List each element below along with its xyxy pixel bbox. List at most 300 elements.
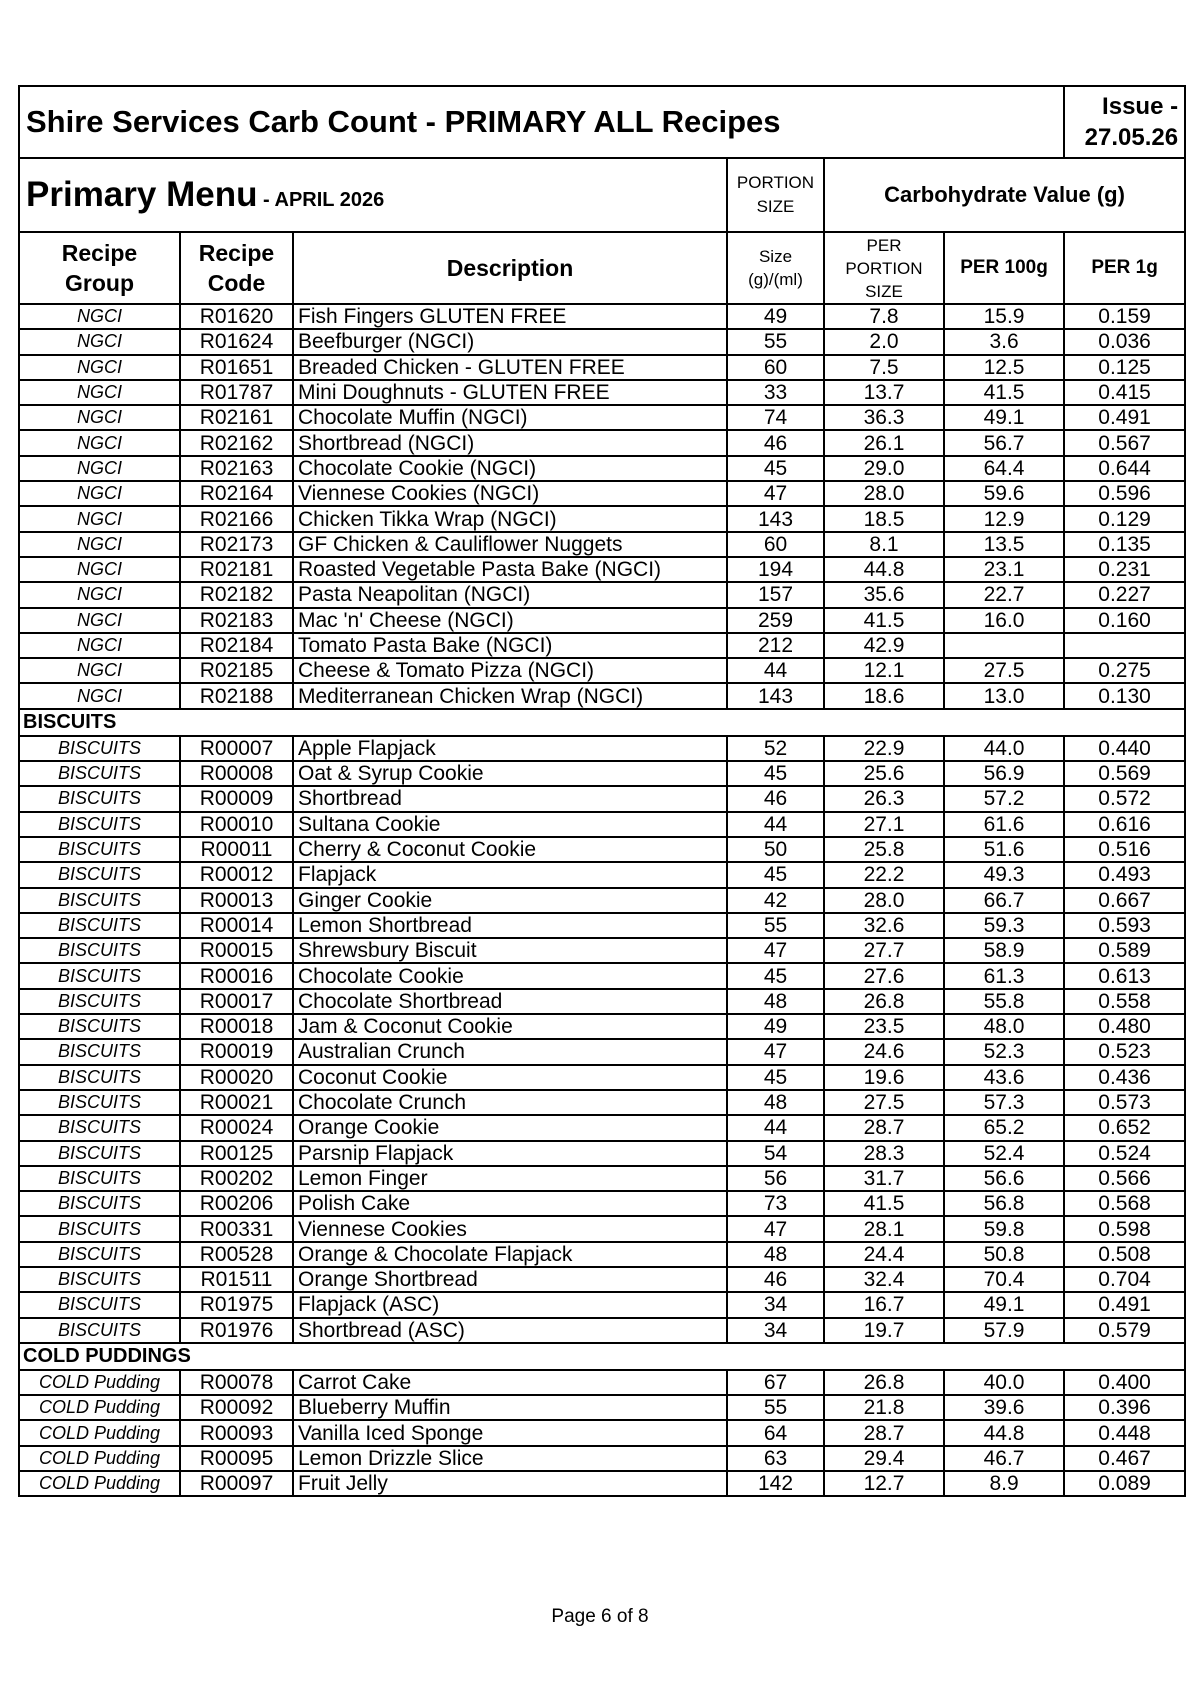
recipe-group-cell: BISCUITS [19, 1216, 180, 1241]
size-cell: 73 [727, 1191, 824, 1216]
per-100g-cell: 41.5 [944, 380, 1064, 405]
recipe-group-cell: BISCUITS [19, 989, 180, 1014]
table-row [19, 582, 1185, 607]
size-cell: 212 [727, 633, 824, 658]
recipe-code-cell: R01787 [180, 380, 293, 405]
col-recipe-code-line2: Code [207, 270, 266, 296]
recipe-group-cell: BISCUITS [19, 1166, 180, 1191]
per-100g-cell: 52.4 [944, 1141, 1064, 1166]
per-portion-cell: 12.7 [824, 1471, 944, 1496]
description-cell: Chicken Tikka Wrap (NGCI) [293, 506, 727, 531]
per-portion-cell: 27.7 [824, 938, 944, 963]
description-cell: Polish Cake [293, 1191, 727, 1216]
table-row [19, 1191, 1185, 1216]
per-1g-cell: 0.159 [1064, 304, 1185, 329]
per-portion-cell: 44.8 [824, 557, 944, 582]
per-100g-cell: 46.7 [944, 1446, 1064, 1471]
size-cell: 34 [727, 1318, 824, 1343]
description-cell: Ginger Cookie [293, 888, 727, 913]
recipe-code-cell: R00095 [180, 1446, 293, 1471]
table-row [19, 304, 1185, 329]
portion-size-heading [727, 158, 824, 232]
size-cell: 42 [727, 888, 824, 913]
per-100g-cell: 61.6 [944, 812, 1064, 837]
table-row [19, 405, 1185, 430]
per-1g-cell: 0.467 [1064, 1446, 1185, 1471]
recipe-group-cell: BISCUITS [19, 1039, 180, 1064]
per-1g-cell: 0.160 [1064, 608, 1185, 633]
description-cell: Roasted Vegetable Pasta Bake (NGCI) [293, 557, 727, 582]
title-row [19, 86, 1185, 158]
recipe-group-cell: BISCUITS [19, 1191, 180, 1216]
per-portion-cell: 31.7 [824, 1166, 944, 1191]
per-1g-cell: 0.396 [1064, 1395, 1185, 1420]
recipe-code-cell: R00012 [180, 862, 293, 887]
recipe-code-cell: R00206 [180, 1191, 293, 1216]
size-cell: 45 [727, 1065, 824, 1090]
per-1g-cell: 0.135 [1064, 532, 1185, 557]
per-1g-cell: 0.569 [1064, 761, 1185, 786]
recipe-group-cell: NGCI [19, 582, 180, 607]
per-100g-cell: 55.8 [944, 989, 1064, 1014]
recipe-group-cell: NGCI [19, 683, 180, 708]
per-portion-cell: 25.8 [824, 837, 944, 862]
recipe-code-cell: R02188 [180, 683, 293, 708]
table-row [19, 812, 1185, 837]
size-cell: 60 [727, 532, 824, 557]
description-cell: Lemon Drizzle Slice [293, 1446, 727, 1471]
size-cell: 56 [727, 1166, 824, 1191]
recipe-code-cell: R00078 [180, 1370, 293, 1395]
per-1g-cell: 0.491 [1064, 405, 1185, 430]
per-portion-cell: 28.0 [824, 481, 944, 506]
table-row [19, 888, 1185, 913]
description-cell: Australian Crunch [293, 1039, 727, 1064]
size-cell: 48 [727, 1242, 824, 1267]
per-1g-cell: 0.593 [1064, 913, 1185, 938]
per-100g-cell: 59.6 [944, 481, 1064, 506]
recipe-code-cell: R00528 [180, 1242, 293, 1267]
size-cell: 44 [727, 812, 824, 837]
per-1g-cell: 0.231 [1064, 557, 1185, 582]
description-cell: Chocolate Crunch [293, 1090, 727, 1115]
per-1g-cell: 0.704 [1064, 1267, 1185, 1292]
size-cell: 194 [727, 557, 824, 582]
col-recipe-group [19, 232, 180, 304]
recipe-code-cell: R01624 [180, 329, 293, 354]
per-100g-cell: 59.8 [944, 1216, 1064, 1241]
description-cell: Orange Shortbread [293, 1267, 727, 1292]
per-100g-cell: 15.9 [944, 304, 1064, 329]
recipe-group-cell: NGCI [19, 355, 180, 380]
size-cell: 47 [727, 1039, 824, 1064]
recipe-group-cell: BISCUITS [19, 1267, 180, 1292]
per-portion-cell: 26.3 [824, 786, 944, 811]
per-1g-cell [1064, 633, 1185, 658]
table-row [19, 456, 1185, 481]
per-portion-cell: 28.0 [824, 888, 944, 913]
per-portion-cell: 28.1 [824, 1216, 944, 1241]
description-cell: Chocolate Cookie (NGCI) [293, 456, 727, 481]
table-row [19, 1395, 1185, 1420]
recipe-group-cell: COLD Pudding [19, 1420, 180, 1445]
recipe-code-cell: R02182 [180, 582, 293, 607]
size-cell: 46 [727, 430, 824, 455]
per-100g-cell: 49.1 [944, 405, 1064, 430]
col-per-portion-line3: SIZE [865, 281, 903, 301]
description-cell: Shortbread (NGCI) [293, 430, 727, 455]
per-portion-cell: 32.4 [824, 1267, 944, 1292]
table-row [19, 837, 1185, 862]
recipe-group-cell: BISCUITS [19, 963, 180, 988]
size-cell: 60 [727, 355, 824, 380]
recipe-group-cell: NGCI [19, 658, 180, 683]
description-cell: Jam & Coconut Cookie [293, 1014, 727, 1039]
recipe-group-cell: BISCUITS [19, 1065, 180, 1090]
per-100g-cell: 59.3 [944, 913, 1064, 938]
per-portion-cell: 41.5 [824, 1191, 944, 1216]
recipe-code-cell: R02183 [180, 608, 293, 633]
per-1g-cell: 0.227 [1064, 582, 1185, 607]
recipe-code-cell: R01620 [180, 304, 293, 329]
description-cell: Chocolate Muffin (NGCI) [293, 405, 727, 430]
per-100g-cell: 40.0 [944, 1370, 1064, 1395]
table-row [19, 1141, 1185, 1166]
per-1g-cell: 0.616 [1064, 812, 1185, 837]
col-per-100g: PER 100g [944, 232, 1064, 304]
description-cell: Orange Cookie [293, 1115, 727, 1140]
per-portion-cell: 22.2 [824, 862, 944, 887]
table-row [19, 736, 1185, 761]
size-cell: 45 [727, 761, 824, 786]
description-cell: Tomato Pasta Bake (NGCI) [293, 633, 727, 658]
recipe-group-cell: COLD Pudding [19, 1395, 180, 1420]
table-row [19, 481, 1185, 506]
recipe-group-cell: BISCUITS [19, 913, 180, 938]
size-cell: 49 [727, 1014, 824, 1039]
table-row [19, 633, 1185, 658]
table-row [19, 862, 1185, 887]
per-100g-cell: 61.3 [944, 963, 1064, 988]
description-cell: Orange & Chocolate Flapjack [293, 1242, 727, 1267]
description-cell: Flapjack [293, 862, 727, 887]
recipe-code-cell: R00092 [180, 1395, 293, 1420]
size-cell: 44 [727, 658, 824, 683]
per-1g-cell: 0.572 [1064, 786, 1185, 811]
per-portion-cell: 19.6 [824, 1065, 944, 1090]
description-cell: Chocolate Shortbread [293, 989, 727, 1014]
size-cell: 48 [727, 1090, 824, 1115]
per-portion-cell: 18.6 [824, 683, 944, 708]
per-portion-cell: 36.3 [824, 405, 944, 430]
per-100g-cell: 52.3 [944, 1039, 1064, 1064]
per-1g-cell: 0.644 [1064, 456, 1185, 481]
description-cell: Parsnip Flapjack [293, 1141, 727, 1166]
description-cell: Coconut Cookie [293, 1065, 727, 1090]
per-portion-cell: 7.5 [824, 355, 944, 380]
per-portion-cell: 29.0 [824, 456, 944, 481]
per-portion-cell: 29.4 [824, 1446, 944, 1471]
column-header-row [19, 232, 1185, 304]
per-portion-cell: 28.7 [824, 1115, 944, 1140]
portion-heading-line2: SIZE [756, 197, 795, 216]
size-cell: 67 [727, 1370, 824, 1395]
recipe-code-cell: R00093 [180, 1420, 293, 1445]
recipe-group-cell: BISCUITS [19, 888, 180, 913]
recipe-code-cell: R00202 [180, 1166, 293, 1191]
table-row [19, 1420, 1185, 1445]
recipe-code-cell: R02181 [180, 557, 293, 582]
recipe-group-cell: BISCUITS [19, 1141, 180, 1166]
per-portion-cell: 23.5 [824, 1014, 944, 1039]
per-1g-cell: 0.558 [1064, 989, 1185, 1014]
description-cell: Fruit Jelly [293, 1471, 727, 1496]
description-cell: Oat & Syrup Cookie [293, 761, 727, 786]
per-portion-cell: 28.3 [824, 1141, 944, 1166]
recipe-group-cell: BISCUITS [19, 1090, 180, 1115]
recipe-group-cell: BISCUITS [19, 938, 180, 963]
recipe-code-cell: R02173 [180, 532, 293, 557]
table-row [19, 1115, 1185, 1140]
size-cell: 45 [727, 862, 824, 887]
table-row [19, 506, 1185, 531]
per-100g-cell: 12.9 [944, 506, 1064, 531]
size-cell: 47 [727, 938, 824, 963]
recipe-code-cell: R00019 [180, 1039, 293, 1064]
description-cell: Beefburger (NGCI) [293, 329, 727, 354]
per-100g-cell: 27.5 [944, 658, 1064, 683]
size-cell: 63 [727, 1446, 824, 1471]
description-cell: Pasta Neapolitan (NGCI) [293, 582, 727, 607]
description-cell: Vanilla Iced Sponge [293, 1420, 727, 1445]
table-row [19, 683, 1185, 708]
per-100g-cell: 3.6 [944, 329, 1064, 354]
size-cell: 143 [727, 506, 824, 531]
section-header-row [19, 709, 1185, 736]
per-1g-cell: 0.415 [1064, 380, 1185, 405]
per-portion-cell: 28.7 [824, 1420, 944, 1445]
col-per-portion-line2: PORTION [845, 258, 923, 278]
size-cell: 33 [727, 380, 824, 405]
recipe-code-cell: R02184 [180, 633, 293, 658]
menu-title: Primary Menu [26, 175, 258, 214]
per-100g-cell: 48.0 [944, 1014, 1064, 1039]
per-100g-cell: 51.6 [944, 837, 1064, 862]
per-1g-cell: 0.589 [1064, 938, 1185, 963]
size-cell: 157 [727, 582, 824, 607]
portion-heading-line1: PORTION [736, 173, 815, 192]
recipe-code-cell: R00018 [180, 1014, 293, 1039]
per-100g-cell: 49.1 [944, 1292, 1064, 1317]
col-size-line1: Size [758, 247, 793, 266]
recipe-code-cell: R02164 [180, 481, 293, 506]
description-cell: Lemon Shortbread [293, 913, 727, 938]
per-100g-cell: 49.3 [944, 862, 1064, 887]
col-size-line2: (g)/(ml) [748, 270, 803, 289]
recipe-code-cell: R00024 [180, 1115, 293, 1140]
recipe-group-cell: NGCI [19, 329, 180, 354]
table-row [19, 532, 1185, 557]
per-1g-cell: 0.652 [1064, 1115, 1185, 1140]
recipe-group-cell: NGCI [19, 380, 180, 405]
recipe-group-cell: BISCUITS [19, 862, 180, 887]
size-cell: 44 [727, 1115, 824, 1140]
per-portion-cell: 18.5 [824, 506, 944, 531]
per-100g-cell: 57.9 [944, 1318, 1064, 1343]
recipe-group-cell: BISCUITS [19, 1242, 180, 1267]
per-1g-cell: 0.568 [1064, 1191, 1185, 1216]
issue-value: 27.05.26 [1084, 124, 1179, 151]
per-1g-cell: 0.440 [1064, 736, 1185, 761]
per-1g-cell: 0.036 [1064, 329, 1185, 354]
size-cell: 52 [727, 736, 824, 761]
per-100g-cell: 50.8 [944, 1242, 1064, 1267]
per-portion-cell: 8.1 [824, 532, 944, 557]
recipe-code-cell: R00014 [180, 913, 293, 938]
per-1g-cell: 0.089 [1064, 1471, 1185, 1496]
size-cell: 34 [727, 1292, 824, 1317]
table-row [19, 1267, 1185, 1292]
per-100g-cell: 43.6 [944, 1065, 1064, 1090]
per-portion-cell: 22.9 [824, 736, 944, 761]
per-portion-cell: 19.7 [824, 1318, 944, 1343]
per-1g-cell: 0.613 [1064, 963, 1185, 988]
per-1g-cell: 0.516 [1064, 837, 1185, 862]
description-cell: Viennese Cookies (NGCI) [293, 481, 727, 506]
col-recipe-code [180, 232, 293, 304]
size-cell: 74 [727, 405, 824, 430]
per-100g-cell: 64.4 [944, 456, 1064, 481]
recipe-code-cell: R00097 [180, 1471, 293, 1496]
recipe-code-cell: R00016 [180, 963, 293, 988]
size-cell: 55 [727, 913, 824, 938]
per-portion-cell: 27.5 [824, 1090, 944, 1115]
recipe-code-cell: R01976 [180, 1318, 293, 1343]
per-100g-cell: 56.6 [944, 1166, 1064, 1191]
per-100g-cell: 44.0 [944, 736, 1064, 761]
description-cell: Cheese & Tomato Pizza (NGCI) [293, 658, 727, 683]
size-cell: 142 [727, 1471, 824, 1496]
size-cell: 47 [727, 481, 824, 506]
size-cell: 259 [727, 608, 824, 633]
per-portion-cell: 24.6 [824, 1039, 944, 1064]
per-portion-cell: 26.8 [824, 1370, 944, 1395]
per-1g-cell: 0.491 [1064, 1292, 1185, 1317]
size-cell: 49 [727, 304, 824, 329]
per-portion-cell: 27.1 [824, 812, 944, 837]
recipe-code-cell: R00010 [180, 812, 293, 837]
per-1g-cell: 0.125 [1064, 355, 1185, 380]
per-portion-cell: 16.7 [824, 1292, 944, 1317]
menu-heading [19, 158, 727, 232]
per-100g-cell: 16.0 [944, 608, 1064, 633]
per-portion-cell: 26.8 [824, 989, 944, 1014]
document-title: Shire Services Carb Count - PRIMARY ALL Recipes [19, 86, 1064, 158]
per-1g-cell: 0.448 [1064, 1420, 1185, 1445]
menu-subtitle: - APRIL 2026 [257, 189, 385, 211]
issue-date [1064, 86, 1185, 158]
description-cell: Fish Fingers GLUTEN FREE [293, 304, 727, 329]
description-cell: Shortbread [293, 786, 727, 811]
per-1g-cell: 0.579 [1064, 1318, 1185, 1343]
page-number: Page 6 of 8 [551, 1606, 649, 1627]
recipe-code-cell: R00017 [180, 989, 293, 1014]
recipe-group-cell: NGCI [19, 304, 180, 329]
recipe-group-cell: COLD Pudding [19, 1370, 180, 1395]
recipe-group-cell: BISCUITS [19, 736, 180, 761]
description-cell: GF Chicken & Cauliflower Nuggets [293, 532, 727, 557]
per-portion-cell: 12.1 [824, 658, 944, 683]
section-title: BISCUITS [19, 709, 1185, 736]
per-1g-cell: 0.524 [1064, 1141, 1185, 1166]
table-row [19, 1216, 1185, 1241]
recipe-group-cell: BISCUITS [19, 1014, 180, 1039]
size-cell: 55 [727, 1395, 824, 1420]
per-100g-cell: 13.5 [944, 532, 1064, 557]
per-portion-cell: 24.4 [824, 1242, 944, 1267]
size-cell: 48 [727, 989, 824, 1014]
table-row [19, 963, 1185, 988]
per-100g-cell: 56.7 [944, 430, 1064, 455]
per-100g-cell: 13.0 [944, 683, 1064, 708]
per-1g-cell: 0.566 [1064, 1166, 1185, 1191]
description-cell: Carrot Cake [293, 1370, 727, 1395]
menu-row [19, 158, 1185, 232]
col-per-portion [824, 232, 944, 304]
recipe-code-cell: R00013 [180, 888, 293, 913]
size-cell: 54 [727, 1141, 824, 1166]
description-cell: Sultana Cookie [293, 812, 727, 837]
recipe-code-cell: R00125 [180, 1141, 293, 1166]
size-cell: 50 [727, 837, 824, 862]
recipe-group-cell: COLD Pudding [19, 1446, 180, 1471]
recipe-group-cell: NGCI [19, 405, 180, 430]
recipe-group-cell: COLD Pudding [19, 1471, 180, 1496]
description-cell: Shrewsbury Biscuit [293, 938, 727, 963]
description-cell: Shortbread (ASC) [293, 1318, 727, 1343]
table-row [19, 430, 1185, 455]
recipe-group-cell: BISCUITS [19, 1318, 180, 1343]
size-cell: 64 [727, 1420, 824, 1445]
per-portion-cell: 21.8 [824, 1395, 944, 1420]
recipe-group-cell: BISCUITS [19, 1292, 180, 1317]
table-row [19, 1014, 1185, 1039]
per-100g-cell: 56.9 [944, 761, 1064, 786]
table-row [19, 1090, 1185, 1115]
col-recipe-code-line1: Recipe [198, 240, 275, 266]
recipe-group-cell: NGCI [19, 481, 180, 506]
per-100g-cell: 22.7 [944, 582, 1064, 607]
per-1g-cell: 0.667 [1064, 888, 1185, 913]
per-1g-cell: 0.130 [1064, 683, 1185, 708]
table-row [19, 913, 1185, 938]
table-row [19, 786, 1185, 811]
recipe-group-cell: NGCI [19, 557, 180, 582]
per-1g-cell: 0.567 [1064, 430, 1185, 455]
size-cell: 47 [727, 1216, 824, 1241]
per-portion-cell: 41.5 [824, 608, 944, 633]
size-cell: 55 [727, 329, 824, 354]
size-cell: 143 [727, 683, 824, 708]
recipe-code-cell: R00021 [180, 1090, 293, 1115]
recipe-group-cell: NGCI [19, 633, 180, 658]
per-100g-cell: 12.5 [944, 355, 1064, 380]
description-cell: Mediterranean Chicken Wrap (NGCI) [293, 683, 727, 708]
recipe-code-cell: R00008 [180, 761, 293, 786]
col-recipe-group-line1: Recipe [61, 240, 138, 266]
per-portion-cell: 7.8 [824, 304, 944, 329]
table-row [19, 989, 1185, 1014]
